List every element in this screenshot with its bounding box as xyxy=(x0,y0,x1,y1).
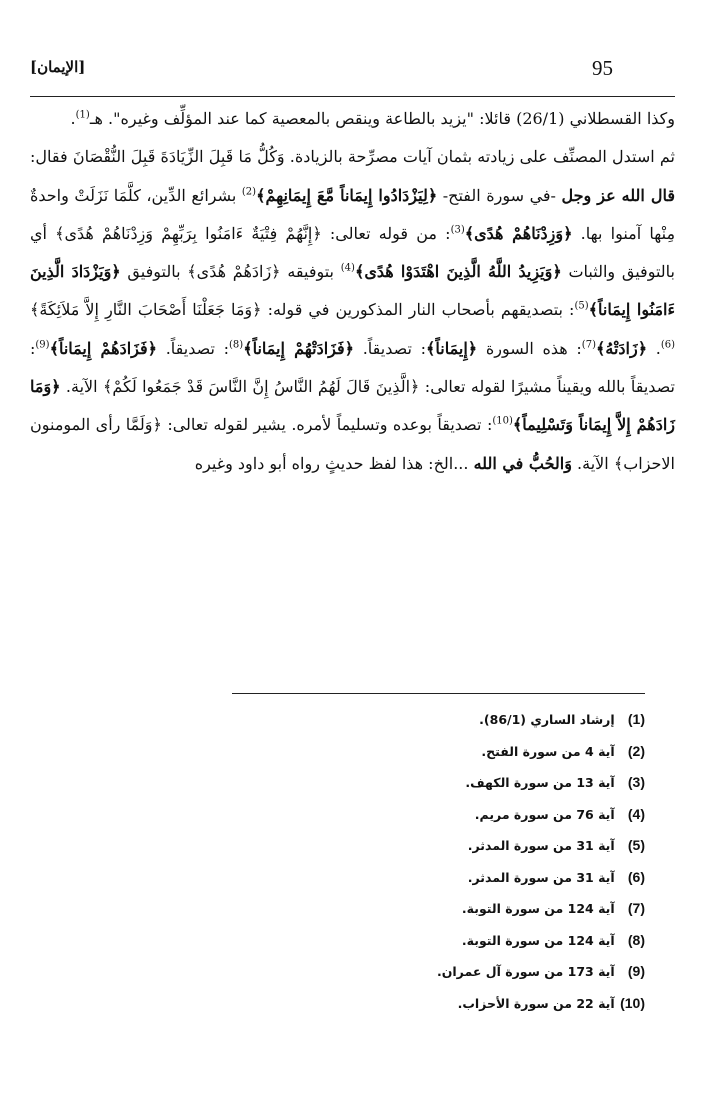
footnote-ref-4: (4) xyxy=(340,262,355,274)
footnote-text: آية 4 من سورة الفتح. xyxy=(481,743,615,759)
paragraph-1: وكذا القسطلاني (26/1) قائلا: "يزيد بالطاعة وينقص بالمعصية كما عند المؤلِّف وغيره". هـ$^{(1)}$. xyxy=(70,109,675,128)
footnote-item xyxy=(200,988,645,1020)
quran-verse: ﴿زَادَتْهُ﴾ xyxy=(595,338,648,358)
footnote-number: (7) xyxy=(627,900,645,916)
footnote-item xyxy=(200,736,645,768)
text-segment: بشرائع الدِّين، كلَّمَا نَزَلَتْ واحدةٌ مِنْها آمنوا بها. xyxy=(30,185,676,243)
highlight-phrase: قال الله عز وجل xyxy=(561,185,675,205)
text-segment: -في سورة الفتح- xyxy=(437,185,562,205)
text-segment: بتوفيقه ﴿زَادَهُمْ هُدًى﴾ بالتوفيق xyxy=(120,262,341,282)
text-segment: : تصديقاً. xyxy=(354,338,427,358)
running-head: [الإيمان] xyxy=(30,58,86,76)
footnote-text: آية 76 من سورة مريم. xyxy=(474,806,615,822)
footnote-number: (6) xyxy=(627,868,645,885)
footnote-ref-7: (7) xyxy=(581,339,596,351)
footnote-text: آية 31 من سورة المدثر. xyxy=(467,869,615,885)
highlight-phrase: وَالحُبُّ في الله xyxy=(473,453,572,473)
footnote-ref-1: (1) xyxy=(75,109,90,121)
footnote-ref-6: (6) xyxy=(660,339,676,351)
footnote-text: إرشاد الساري (86/1). xyxy=(479,712,615,727)
quran-verse: ﴿لِيَزْدَادُوا إِيمَاناً مَّعَ إِيمَانِهِمْ﴾ xyxy=(256,185,438,205)
footnote-item xyxy=(200,767,645,799)
footnote-text: آية 124 من سورة التوبة. xyxy=(461,932,615,948)
paragraph-2 xyxy=(30,138,675,483)
quran-verse: ﴿وَيَزِيدُ اللَّهُ الَّذِينَ اهْتَدَوْا هُدًى﴾ xyxy=(354,262,562,282)
text-segment: ...الخ: هذا لفظ حديثٍ رواه أبو داود وغيره xyxy=(194,453,474,473)
footnote-number: (10) xyxy=(620,994,645,1011)
text-segment: : تصديقاً بالله ويقيناً مشيرًا لقوله تعالى: ﴿الَّذِينَ قَالَ لَهُمُ النَّاسُ إِنَّ النَّاسَ قَدْ جَمَعُوا لَكُمْ﴾ الآية. xyxy=(30,338,675,397)
text-segment: : تصديقاً بوعده وتسليماً لأمره. يشير لقوله تعالى: ﴿وَلَمَّا رأى المومنون الاحزاب﴾ الآية. xyxy=(30,415,675,473)
text-segment: : بتصديقهم بأصحاب النار المذكورين في قوله: ﴿وَمَا جَعَلْنَا أَصْحَابَ النَّارِ إِلاَّ مَلاَئِكَةً﴾ xyxy=(30,300,575,320)
footnote-ref-3: (3) xyxy=(450,224,465,236)
footnote-ref-8: (8) xyxy=(229,339,244,351)
text-segment: : من قوله تعالى: ﴿إِنَّهُمْ فِتْيَةٌ ءَامَنُوا بِرَبِّهِمْ وَزِدْنَاهُمْ هُدًى﴾ أي بالتوفيق والثبات xyxy=(30,223,675,282)
footnote-ref-5: (5) xyxy=(574,301,589,313)
footnote-number: (8) xyxy=(627,931,645,948)
paragraph-1-text: وكذا القسطلاني (26/1) قائلا: "يزيد بالطاعة وينقص بالمعصية كما عند المؤلِّف وغيره". هـ xyxy=(89,109,675,128)
footnote-item xyxy=(200,956,645,988)
text-segment: . xyxy=(647,338,661,358)
footnote-ref-9: (9) xyxy=(35,339,50,351)
footnote-text: آية 173 من سورة آل عمران. xyxy=(436,964,615,979)
footnote-text: آية 31 من سورة المدثر. xyxy=(467,838,615,853)
quran-verse: ﴿وَيَزْدَادَ الَّذِينَ ءَامَنُوا إِيمَاناً﴾ xyxy=(30,262,676,320)
footnote-text: آية 22 من سورة الأحزاب. xyxy=(457,995,615,1011)
footnote-text: آية 13 من سورة الكهف. xyxy=(465,775,615,790)
page-number: 95 xyxy=(592,56,613,80)
footnote-item xyxy=(200,704,645,736)
quran-verse: ﴿وَزِدْنَاهُمْ هُدًى﴾ xyxy=(464,223,573,243)
footnote-number: (5) xyxy=(627,837,645,853)
footnote-number: (3) xyxy=(627,774,645,790)
footnote-ref-10: (10) xyxy=(492,416,513,428)
page-header xyxy=(30,52,675,97)
quran-verse: ﴿فَزَادَهُمْ إِيمَاناً﴾ xyxy=(49,338,157,358)
footnote-item xyxy=(200,862,645,894)
footnote-ref-2: (2) xyxy=(241,186,257,198)
quran-verse: ﴿إِيمَاناً﴾ xyxy=(426,338,478,358)
text-segment: : تصديقاً. xyxy=(157,338,230,358)
footnotes-list xyxy=(200,704,645,1019)
footnote-item xyxy=(200,799,645,831)
footnote-number: (4) xyxy=(627,805,645,822)
quran-verse: ﴿وَمَا زَادَهُمْ إِلاَّ إِيمَاناً وَتَسْلِيماً﴾ xyxy=(30,377,676,435)
quran-verse: ﴿فَزَادَتْهُمْ إِيمَاناً﴾ xyxy=(243,338,355,358)
footnote-number: (2) xyxy=(627,742,645,759)
footnote-text: آية 124 من سورة التوبة. xyxy=(461,901,615,916)
footnote-number: (1) xyxy=(627,711,645,727)
footnote-divider xyxy=(232,693,645,694)
main-text xyxy=(30,100,675,483)
footnote-item xyxy=(200,925,645,957)
footnote-item xyxy=(200,893,645,925)
footnote-item xyxy=(200,830,645,862)
footnote-number: (9) xyxy=(627,963,645,979)
text-segment: ثم استدل المصنِّف على زيادته بثمان آيات مصرِّحة بالزيادة. وَكُلُّ مَا قَبِلَ الزِّيَادَةَ قَبِلَ النُّقْصَانَ فقال: xyxy=(30,147,675,167)
text-segment: : هذه السورة xyxy=(477,338,582,358)
